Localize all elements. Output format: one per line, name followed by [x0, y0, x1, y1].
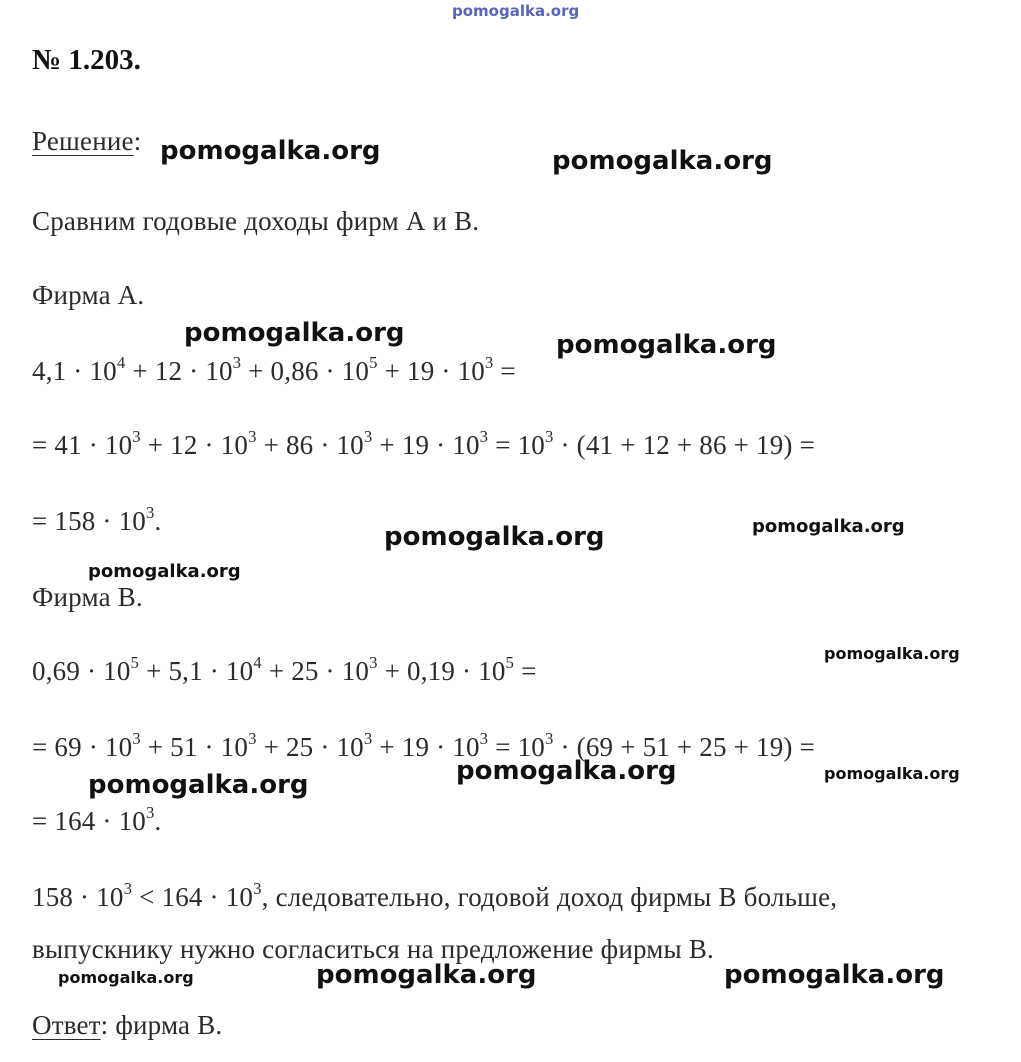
exponent: 3: [145, 503, 155, 523]
exponent: 3: [248, 427, 257, 447]
watermark-top: pomogalka.org: [452, 2, 580, 20]
watermark: pomogalka.org: [456, 756, 677, 786]
firm-b-heading: Фирма В.: [32, 582, 143, 612]
exponent: 3: [544, 729, 554, 749]
equation-text: + 19 · 10: [377, 356, 485, 386]
exponent: 3: [232, 353, 242, 373]
solution-colon: :: [133, 126, 142, 156]
firm-a-equation-3: [32, 503, 162, 537]
watermark: pomogalka.org: [824, 644, 960, 663]
equation-text: + 0,86 · 10: [241, 356, 370, 386]
exponent: 3: [479, 427, 489, 447]
equation-text: = 10: [488, 430, 545, 460]
firm-a-heading: Фирма А.: [32, 280, 145, 310]
conclusion-line-2: выпускнику нужно согласиться на предложение фирмы В.: [32, 934, 714, 964]
exponent: 5: [505, 653, 515, 673]
equation-text: = 158 · 10: [32, 506, 146, 536]
exponent: 4: [253, 653, 262, 673]
firm-b-equation-2: [32, 729, 815, 763]
exponent: 4: [116, 353, 126, 373]
exponent: 3: [145, 803, 155, 823]
solution-heading: [32, 126, 141, 157]
exponent: 3: [484, 353, 494, 373]
exponent: 3: [369, 653, 378, 673]
exponent: 3: [479, 729, 489, 749]
watermark: pomogalka.org: [316, 960, 537, 990]
equation-text: 0,69 · 10: [32, 656, 131, 686]
firm-a-equation-2: [32, 427, 815, 461]
watermark: pomogalka.org: [552, 146, 773, 176]
equation-text: 158 · 10: [32, 882, 124, 912]
firm-b-equation-3: [32, 803, 162, 837]
equation-text: + 86 · 10: [256, 430, 364, 460]
watermark: pomogalka.org: [88, 770, 309, 800]
equation-text: , следовательно, годовой доход фирмы В больше,: [261, 882, 838, 912]
equation-text: 4,1 · 10: [32, 356, 117, 386]
watermark: pomogalka.org: [752, 516, 905, 537]
equation-text: · (41 + 12 + 86 + 19) =: [553, 430, 815, 460]
equation-text: .: [154, 806, 162, 836]
equation-text: + 25 · 10: [261, 656, 370, 686]
equation-text: =: [514, 656, 537, 686]
exponent: 3: [363, 427, 373, 447]
exponent: 5: [369, 353, 378, 373]
watermark: pomogalka.org: [184, 318, 405, 348]
firm-a-equation-1: [32, 353, 516, 387]
watermark: pomogalka.org: [824, 764, 960, 783]
exponent: 5: [130, 653, 140, 673]
equation-text: + 12 · 10: [140, 430, 249, 460]
watermark: pomogalka.org: [88, 561, 241, 582]
equation-text: = 164 · 10: [32, 806, 146, 836]
equation-text: · (69 + 51 + 25 + 19) =: [553, 732, 815, 762]
exponent: 3: [132, 729, 141, 749]
equation-text: + 12 · 10: [125, 356, 233, 386]
equation-text: + 5,1 · 10: [139, 656, 254, 686]
equation-text: + 51 · 10: [140, 732, 249, 762]
problem-number: № 1.203.: [32, 44, 141, 76]
equation-text: + 19 · 10: [372, 430, 480, 460]
equation-text: + 25 · 10: [256, 732, 364, 762]
equation-text: = 10: [488, 732, 545, 762]
exponent: 3: [544, 427, 554, 447]
watermark: pomogalka.org: [58, 968, 194, 987]
conclusion-line-1: [32, 879, 838, 913]
exponent: 3: [253, 879, 262, 899]
intro-text: Сравним годовые доходы фирм А и В.: [32, 206, 480, 236]
equation-text: = 69 · 10: [32, 732, 133, 762]
answer-line: [32, 1010, 222, 1041]
firm-b-equation-1: [32, 653, 537, 687]
watermark: pomogalka.org: [384, 522, 605, 552]
watermark: pomogalka.org: [724, 960, 945, 990]
equation-text: + 0,19 · 10: [377, 656, 506, 686]
answer-label: Ответ: [32, 1010, 101, 1040]
equation-text: < 164 · 10: [132, 882, 254, 912]
equation-text: = 41 · 10: [32, 430, 133, 460]
equation-text: =: [493, 356, 516, 386]
exponent: 3: [248, 729, 257, 749]
watermark: pomogalka.org: [160, 136, 381, 166]
solution-label: Решение: [32, 126, 134, 156]
answer-text: : фирма В.: [100, 1010, 223, 1040]
exponent: 3: [123, 879, 133, 899]
equation-text: .: [154, 506, 162, 536]
equation-text: + 19 · 10: [372, 732, 480, 762]
exponent: 3: [363, 729, 373, 749]
watermark: pomogalka.org: [556, 330, 777, 360]
exponent: 3: [132, 427, 141, 447]
